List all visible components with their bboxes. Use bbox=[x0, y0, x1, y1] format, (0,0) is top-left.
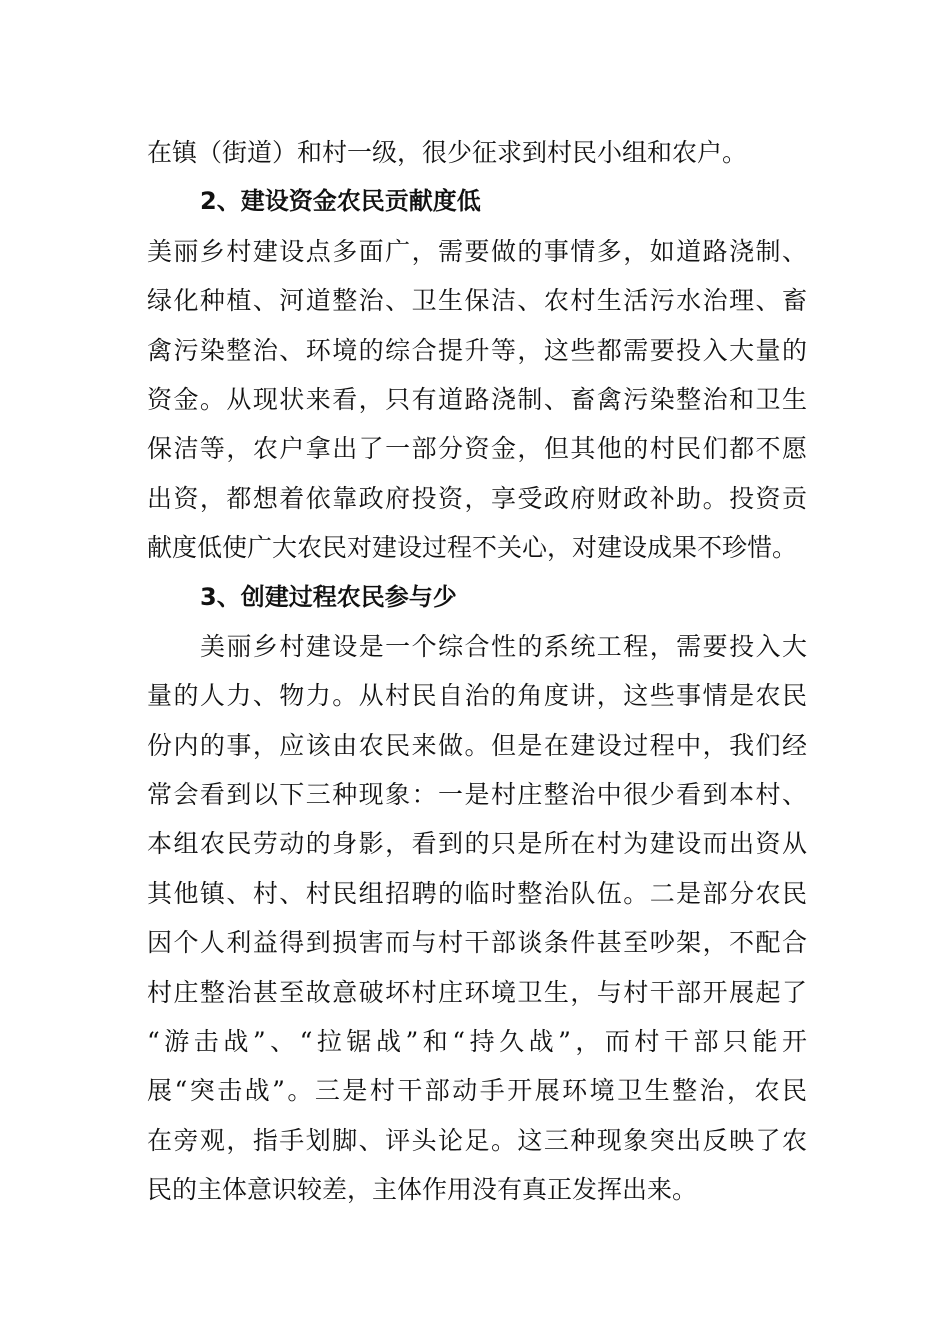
paragraph-line: 常会看到以下三种现象：一是村庄整治中很少看到本村、 bbox=[147, 780, 807, 810]
paragraph-line: 保洁等，农户拿出了一部分资金，但其他的村民们都不愿 bbox=[147, 434, 807, 464]
paragraph-line: 民的主体意识较差，主体作用没有真正发挥出来。 bbox=[147, 1175, 698, 1205]
paragraph-line: 禽污染整治、环境的综合提升等，这些都需要投入大量的 bbox=[147, 335, 807, 365]
paragraph-line: 美丽乡村建设是一个综合性的系统工程，需要投入大 bbox=[200, 631, 807, 661]
paragraph-line: 资金。从现状来看，只有道路浇制、畜禽污染整治和卫生 bbox=[147, 384, 807, 414]
paragraph-line: 在镇（街道）和村一级，很少征求到村民小组和农户。 bbox=[147, 138, 748, 167]
paragraph-line: 展“突击战”。三是村干部动手开展环境卫生整治，农民 bbox=[147, 1076, 807, 1106]
section-heading-funding: 2、建设资金农民贡献度低 bbox=[200, 187, 481, 216]
paragraph-line: 在旁观，指手划脚、评头论足。这三种现象突出反映了农 bbox=[147, 1125, 807, 1155]
paragraph-line: 份内的事，应该由农民来做。但是在建设过程中，我们经 bbox=[147, 730, 807, 760]
paragraph-line: 出资，都想着依靠政府投资，享受政府财政补助。投资贡 bbox=[147, 483, 807, 513]
paragraph-line: 绿化种植、河道整治、卫生保洁、农村生活污水治理、畜 bbox=[147, 286, 807, 316]
paragraph-line: 村庄整治甚至故意破坏村庄环境卫生，与村干部开展起了 bbox=[147, 977, 807, 1007]
document-body bbox=[147, 128, 807, 1215]
paragraph-line: “游击战”、“拉锯战”和“持久战”，而村干部只能开 bbox=[147, 1027, 807, 1057]
paragraph-line: 美丽乡村建设点多面广，需要做的事情多，如道路浇制、 bbox=[147, 236, 807, 266]
paragraph-line: 其他镇、村、村民组招聘的临时整治队伍。二是部分农民 bbox=[147, 878, 807, 908]
section-heading-participation: 3、创建过程农民参与少 bbox=[200, 582, 457, 611]
paragraph-line: 因个人利益得到损害而与村干部谈条件甚至吵架，不配合 bbox=[147, 928, 807, 958]
paragraph-line: 本组农民劳动的身影，看到的只是所在村为建设而出资从 bbox=[147, 829, 807, 859]
paragraph-line: 量的人力、物力。从村民自治的角度讲，这些事情是农民 bbox=[147, 681, 807, 711]
paragraph-line: 献度低使广大农民对建设过程不关心，对建设成果不珍惜。 bbox=[147, 533, 798, 563]
